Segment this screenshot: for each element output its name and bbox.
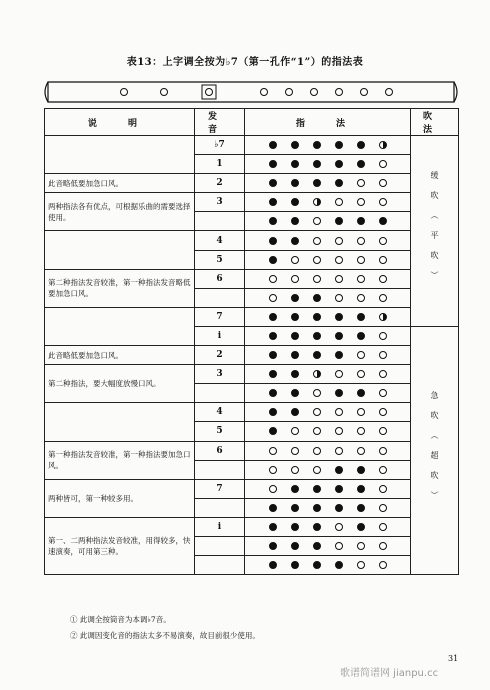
closed-hole-icon (313, 332, 321, 340)
header-fingering: 指 法 (245, 109, 411, 136)
row-fingering (245, 536, 411, 555)
closed-hole-icon (291, 237, 299, 245)
row-fingering (245, 136, 411, 155)
row-description (45, 307, 195, 345)
open-hole-icon (291, 275, 299, 283)
row-fingering (245, 269, 411, 288)
watermark: 歌谱简谱网 jianpu.cc (340, 668, 439, 679)
row-description: 两种指法各有优点，可根据乐曲的需要选择使用。 (45, 193, 195, 231)
closed-hole-icon (313, 313, 321, 321)
open-hole-icon (335, 198, 343, 206)
open-hole-icon (379, 370, 387, 378)
closed-hole-icon (335, 141, 343, 149)
table-row (45, 403, 459, 422)
closed-hole-icon (335, 160, 343, 168)
open-hole-icon (379, 447, 387, 455)
open-hole-icon (379, 542, 387, 550)
half-hole-icon (379, 141, 387, 149)
open-hole-icon (379, 237, 387, 245)
row-description: 此音略低要加急口风。 (45, 346, 195, 365)
closed-hole-icon (269, 370, 277, 378)
closed-hole-icon (357, 466, 365, 474)
row-description: 此音略低要加急口风。 (45, 174, 195, 193)
table-row (45, 365, 459, 384)
closed-hole-icon (269, 237, 277, 245)
closed-hole-icon (335, 466, 343, 474)
closed-hole-icon (269, 141, 277, 149)
row-note: 7 (195, 307, 245, 326)
open-hole-icon (335, 294, 343, 302)
row-blow-method: 急吹（超吹） (411, 326, 459, 574)
closed-hole-icon (269, 561, 277, 569)
closed-hole-icon (379, 217, 387, 225)
row-note: 4 (195, 231, 245, 250)
row-note: i (195, 326, 245, 345)
open-hole-icon (291, 466, 299, 474)
closed-hole-icon (357, 389, 365, 397)
closed-hole-icon (335, 351, 343, 359)
row-fingering (245, 212, 411, 231)
open-hole-icon (335, 447, 343, 455)
open-hole-icon (379, 275, 387, 283)
closed-hole-icon (269, 198, 277, 206)
closed-hole-icon (269, 332, 277, 340)
table-row (45, 441, 459, 460)
open-hole-icon (379, 332, 387, 340)
open-hole-icon (357, 370, 365, 378)
open-hole-icon (379, 523, 387, 531)
row-fingering (245, 479, 411, 498)
closed-hole-icon (335, 217, 343, 225)
open-hole-icon (379, 256, 387, 264)
row-description (45, 231, 195, 269)
page-number: 31 (448, 654, 459, 663)
closed-hole-icon (291, 504, 299, 512)
closed-hole-icon (291, 313, 299, 321)
closed-hole-icon (269, 217, 277, 225)
row-note: 4 (195, 403, 245, 422)
row-fingering (245, 422, 411, 441)
closed-hole-icon (291, 408, 299, 416)
closed-hole-icon (335, 389, 343, 397)
row-description: 第二种指法，要大幅度放慢口风。 (45, 365, 195, 403)
header-desc: 说 明 (45, 109, 195, 136)
open-hole-icon (335, 427, 343, 435)
closed-hole-icon (291, 370, 299, 378)
flute-hole-icon (311, 89, 318, 96)
closed-hole-icon (357, 313, 365, 321)
row-note: 2 (195, 346, 245, 365)
closed-hole-icon (335, 485, 343, 493)
closed-hole-icon (291, 217, 299, 225)
half-hole-icon (379, 313, 387, 321)
row-fingering (245, 346, 411, 365)
open-hole-icon (379, 160, 387, 168)
row-note: ♭7 (195, 136, 245, 155)
table-row (45, 193, 459, 212)
open-hole-icon (269, 466, 277, 474)
closed-hole-icon (335, 504, 343, 512)
row-note (195, 498, 245, 517)
closed-hole-icon (357, 160, 365, 168)
closed-hole-icon (269, 542, 277, 550)
row-note (195, 460, 245, 479)
closed-hole-icon (291, 351, 299, 359)
header-note: 发 音 (195, 109, 245, 136)
flute-hole-icon (286, 89, 293, 96)
closed-hole-icon (313, 141, 321, 149)
row-fingering (245, 326, 411, 345)
row-fingering (245, 193, 411, 212)
closed-hole-icon (335, 179, 343, 187)
half-hole-icon (313, 198, 321, 206)
row-note: 6 (195, 441, 245, 460)
open-hole-icon (269, 447, 277, 455)
closed-hole-icon (313, 542, 321, 550)
open-hole-icon (357, 198, 365, 206)
fingering-table (44, 108, 459, 575)
closed-hole-icon (313, 351, 321, 359)
row-description (45, 403, 195, 441)
row-fingering (245, 498, 411, 517)
closed-hole-icon (291, 542, 299, 550)
open-hole-icon (291, 256, 299, 264)
open-hole-icon (357, 294, 365, 302)
closed-hole-icon (291, 561, 299, 569)
open-hole-icon (291, 447, 299, 455)
row-note (195, 384, 245, 403)
flute-hole-icon (336, 89, 343, 96)
open-hole-icon (379, 504, 387, 512)
closed-hole-icon (357, 332, 365, 340)
flute-hole-icon (386, 89, 393, 96)
closed-hole-icon (269, 389, 277, 397)
row-note: 3 (195, 365, 245, 384)
closed-hole-icon (313, 561, 321, 569)
open-hole-icon (379, 485, 387, 493)
flute-hole-icon (261, 89, 268, 96)
row-note (195, 212, 245, 231)
row-note: i (195, 517, 245, 536)
open-hole-icon (335, 523, 343, 531)
footnote-1: ① 此调全按筒音为本调♭7音。 (70, 615, 171, 624)
open-hole-icon (269, 485, 277, 493)
closed-hole-icon (313, 485, 321, 493)
closed-hole-icon (291, 179, 299, 187)
open-hole-icon (357, 237, 365, 245)
row-fingering (245, 155, 411, 174)
table-row (45, 269, 459, 288)
open-hole-icon (379, 389, 387, 397)
row-description (45, 136, 195, 174)
closed-hole-icon (269, 351, 277, 359)
row-description: 第一种指法发音较准，第一种指法要加急口风。 (45, 441, 195, 479)
row-fingering (245, 365, 411, 384)
row-fingering (245, 288, 411, 307)
closed-hole-icon (313, 523, 321, 531)
open-hole-icon (269, 275, 277, 283)
open-hole-icon (313, 256, 321, 264)
open-hole-icon (357, 256, 365, 264)
table-row (45, 174, 459, 193)
table-row (45, 517, 459, 536)
closed-hole-icon (269, 313, 277, 321)
open-hole-icon (335, 542, 343, 550)
open-hole-icon (357, 427, 365, 435)
row-note: 1 (195, 155, 245, 174)
closed-hole-icon (357, 523, 365, 531)
row-fingering (245, 250, 411, 269)
table-row (45, 307, 459, 326)
row-blow-method: 缓吹（平吹） (411, 136, 459, 327)
closed-hole-icon (269, 523, 277, 531)
open-hole-icon (313, 389, 321, 397)
open-hole-icon (335, 256, 343, 264)
row-fingering (245, 517, 411, 536)
row-note (195, 536, 245, 555)
open-hole-icon (357, 408, 365, 416)
mouth-hole-icon (202, 85, 216, 99)
open-hole-icon (335, 408, 343, 416)
flute-diagram (44, 78, 458, 106)
open-hole-icon (379, 466, 387, 474)
closed-hole-icon (313, 179, 321, 187)
row-fingering (245, 403, 411, 422)
header-blow: 吹 法 (411, 109, 459, 136)
open-hole-icon (357, 179, 365, 187)
closed-hole-icon (357, 141, 365, 149)
closed-hole-icon (291, 141, 299, 149)
closed-hole-icon (357, 485, 365, 493)
footnote-2: ② 此调因变化音的指法太多不易演奏，故目前很少使用。 (70, 631, 260, 640)
closed-hole-icon (313, 160, 321, 168)
row-fingering (245, 384, 411, 403)
row-note: 3 (195, 193, 245, 212)
closed-hole-icon (269, 160, 277, 168)
row-fingering (245, 174, 411, 193)
closed-hole-icon (291, 485, 299, 493)
row-fingering (245, 441, 411, 460)
row-description: 第一、二两种指法发音较准，用得较多，快速演奏，可用第三种。 (45, 517, 195, 574)
flute-hole-icon (161, 89, 168, 96)
closed-hole-icon (313, 504, 321, 512)
closed-hole-icon (269, 408, 277, 416)
closed-hole-icon (269, 427, 277, 435)
closed-hole-icon (357, 504, 365, 512)
closed-hole-icon (291, 160, 299, 168)
open-hole-icon (379, 561, 387, 569)
closed-hole-icon (291, 332, 299, 340)
row-note (195, 556, 245, 575)
table-row (45, 136, 459, 155)
open-hole-icon (379, 351, 387, 359)
open-hole-icon (357, 447, 365, 455)
closed-hole-icon (291, 389, 299, 397)
open-hole-icon (313, 237, 321, 245)
table-title: 表13：上字调全按为♭7（第一孔作“1”）的指法表 (126, 57, 364, 68)
table-row (45, 479, 459, 498)
row-fingering (245, 460, 411, 479)
flute-hole-icon (361, 89, 368, 96)
open-hole-icon (313, 275, 321, 283)
flute-hole-icon (206, 89, 213, 96)
open-hole-icon (313, 408, 321, 416)
closed-hole-icon (335, 332, 343, 340)
open-hole-icon (357, 561, 365, 569)
row-fingering (245, 231, 411, 250)
open-hole-icon (335, 237, 343, 245)
row-note: 6 (195, 269, 245, 288)
open-hole-icon (335, 275, 343, 283)
open-hole-icon (357, 542, 365, 550)
open-hole-icon (379, 198, 387, 206)
closed-hole-icon (269, 179, 277, 187)
closed-hole-icon (269, 504, 277, 512)
open-hole-icon (379, 179, 387, 187)
table-row (45, 346, 459, 365)
row-note: 7 (195, 479, 245, 498)
table-row (45, 231, 459, 250)
open-hole-icon (313, 427, 321, 435)
row-note: 2 (195, 174, 245, 193)
closed-hole-icon (269, 256, 277, 264)
row-fingering (245, 307, 411, 326)
flute-hole-icon (121, 89, 128, 96)
half-hole-icon (313, 370, 321, 378)
row-description: 两种皆可，第一种较多用。 (45, 479, 195, 517)
open-hole-icon (291, 427, 299, 435)
closed-hole-icon (291, 523, 299, 531)
open-hole-icon (357, 351, 365, 359)
closed-hole-icon (335, 313, 343, 321)
open-hole-icon (379, 427, 387, 435)
open-hole-icon (335, 370, 343, 378)
closed-hole-icon (313, 294, 321, 302)
closed-hole-icon (335, 561, 343, 569)
open-hole-icon (379, 294, 387, 302)
header-row (45, 109, 459, 136)
row-fingering (245, 556, 411, 575)
row-description: 第二种指法发音较准，第一种指法发音略低要加急口风。 (45, 269, 195, 307)
closed-hole-icon (291, 294, 299, 302)
open-hole-icon (313, 217, 321, 225)
closed-hole-icon (291, 198, 299, 206)
open-hole-icon (313, 447, 321, 455)
open-hole-icon (313, 466, 321, 474)
open-hole-icon (379, 408, 387, 416)
row-note: 5 (195, 250, 245, 269)
row-note: 5 (195, 422, 245, 441)
open-hole-icon (357, 275, 365, 283)
open-hole-icon (269, 294, 277, 302)
closed-hole-icon (357, 217, 365, 225)
row-note (195, 288, 245, 307)
